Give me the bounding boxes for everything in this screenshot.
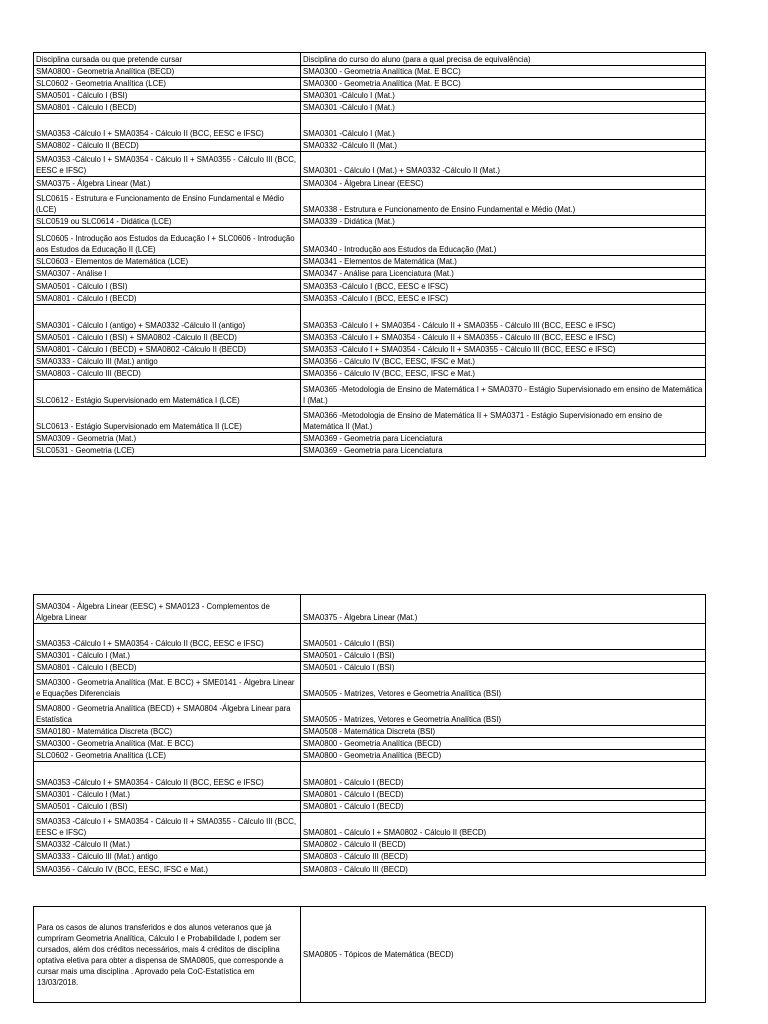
equivalence-table-2-body (34, 595, 706, 876)
taken-course-cell: SMA0801 - Cálculo I (BECD) + SMA0802 -Cálculo II (BECD) (34, 344, 301, 356)
transfer-note-table (33, 906, 706, 1003)
taken-course-cell: SLC0519 ou SLC0614 - Didática (LCE) (34, 216, 301, 228)
taken-course-cell: SMA0301 - Cálculo I (Mat.) (34, 789, 301, 801)
taken-course-cell: SLC0602 - Geometria Analítica (LCE) (34, 750, 301, 762)
table-row (34, 839, 706, 851)
equivalent-course-cell: SMA0353 -Cálculo I + SMA0354 - Cálculo II + SMA0355 - Cálculo III (BCC, EESC e IFSC) (301, 305, 706, 332)
equivalent-course-cell: SMA0341 - Elementos de Matemática (Mat.) (301, 256, 706, 268)
table-row (34, 700, 706, 726)
taken-course-cell: SMA0353 -Cálculo I + SMA0354 - Cálculo II (BCC, EESC e IFSC) (34, 762, 301, 789)
table-row (34, 595, 706, 624)
equivalent-course-cell: SMA0801 - Cálculo I (BECD) (301, 801, 706, 813)
taken-course-cell: SMA0309 - Geometria (Mat.) (34, 433, 301, 445)
table-row (34, 332, 706, 344)
equivalent-course-cell: SMA0301 -Cálculo I (Mat.) (301, 102, 706, 114)
equivalence-table-1 (33, 52, 706, 457)
taken-course-cell: SMA0353 -Cálculo I + SMA0354 - Cálculo II (BCC, EESC e IFSC) (34, 114, 301, 140)
taken-course-cell: SMA0300 - Geometria Analítica (Mat. E BCC) (34, 738, 301, 750)
equivalent-course-cell: SMA0505 - Matrizes, Vetores e Geometria Analítica (BSI) (301, 700, 706, 726)
equivalent-course-cell: SMA0801 - Cálculo I (BECD) (301, 789, 706, 801)
table-row (34, 789, 706, 801)
equivalent-course-cell: SMA0508 - Matemática Discreta (BSI) (301, 726, 706, 738)
table-row (34, 356, 706, 368)
equivalent-course-cell: SMA0356 - Cálculo IV (BCC, EESC, IFSC e Mat.) (301, 368, 706, 380)
equivalent-course-cell: SMA0800 - Geometria Analítica (BECD) (301, 750, 706, 762)
taken-course-cell: SMA0301 - Cálculo I (antigo) + SMA0332 -Cálculo II (antigo) (34, 305, 301, 332)
table-row (34, 305, 706, 332)
table-row (34, 140, 706, 152)
table-row (34, 738, 706, 750)
table-row (34, 66, 706, 78)
taken-course-cell: SMA0353 -Cálculo I + SMA0354 - Cálculo II + SMA0355 - Cálculo III (BCC, EESC e IFSC) (34, 152, 301, 177)
taken-course-cell: SMA0353 -Cálculo I + SMA0354 - Cálculo II (BCC, EESC e IFSC) (34, 624, 301, 650)
taken-course-cell: SMA0304 - Álgebra Linear (EESC) + SMA0123 - Complementos de Álgebra Linear (34, 595, 301, 624)
table-row (34, 90, 706, 102)
transfer-note-text: Para os casos de alunos transferidos e dos alunos veteranos que já cumpriram Geometria Analítica, Cálculo I e Probabilidade I, podem ser cursados, além dos créditos necessários, mais 4 créditos de disciplina optativa eletiva para obter a dispensa de SMA0805, que corresponde a cursar mais uma disciplina . Aprovado pela CoC-Estatística em 13/03/2018. (34, 907, 301, 1003)
table-row (34, 813, 706, 839)
table-row (34, 851, 706, 863)
equivalent-course-cell: SMA0800 - Geometria Analítica (BECD) (301, 738, 706, 750)
equivalent-course-cell: SMA0353 -Cálculo I (BCC, EESC e IFSC) (301, 280, 706, 293)
taken-course-cell: SMA0375 - Álgebra Linear (Mat.) (34, 177, 301, 190)
taken-course-cell: SMA0801 - Cálculo I (BECD) (34, 293, 301, 305)
equivalent-course-cell: SMA0332 -Cálculo II (Mat.) (301, 140, 706, 152)
taken-course-cell: SMA0501 - Cálculo I (BSI) (34, 90, 301, 102)
equivalent-course-cell: SMA0353 -Cálculo I (BCC, EESC e IFSC) (301, 293, 706, 305)
table-row (34, 750, 706, 762)
taken-course-cell: SMA0300 - Geometria Analítica (Mat. E BCC) + SME0141 - Álgebra Linear e Equações Diferenciais (34, 674, 301, 700)
equivalent-course-cell: SMA0339 - Didática (Mat.) (301, 216, 706, 228)
equivalent-course-cell: SMA0301 - Cálculo I (Mat.) + SMA0332 -Cálculo II (Mat.) (301, 152, 706, 177)
equivalent-course-cell: SMA0304 - Álgebra Linear (EESC) (301, 177, 706, 190)
table-row (34, 152, 706, 177)
equivalent-course-cell: SMA0301 -Cálculo I (Mat.) (301, 90, 706, 102)
taken-course-cell: SMA0801 - Cálculo I (BECD) (34, 662, 301, 674)
equivalent-course-cell: SMA0366 -Metodologia de Ensino de Matemática II + SMA0371 - Estágio Supervisionado em ensino de Matemática II (Mat.) (301, 407, 706, 433)
equivalent-course-cell: SMA0505 - Matrizes, Vetores e Geometria Analítica (BSI) (301, 674, 706, 700)
taken-course-cell: SMA0802 - Cálculo II (BECD) (34, 140, 301, 152)
table-row (34, 280, 706, 293)
equivalent-course-cell: SMA0801 - Cálculo I + SMA0802 - Cálculo II (BECD) (301, 813, 706, 839)
table-row (34, 344, 706, 356)
table-row (34, 650, 706, 662)
taken-course-cell: SMA0501 - Cálculo I (BSI) + SMA0802 -Cálculo II (BECD) (34, 332, 301, 344)
taken-course-cell: SMA0501 - Cálculo I (BSI) (34, 801, 301, 813)
taken-course-cell: SLC0612 - Estágio Supervisionado em Matemática I (LCE) (34, 380, 301, 407)
taken-course-cell: SMA0800 - Geometria Analítica (BECD) (34, 66, 301, 78)
table-row (34, 216, 706, 228)
taken-course-cell: SLC0605 - Introdução aos Estudos da Educação I + SLC0606 - Introdução aos Estudos da Educação II (LCE) (34, 228, 301, 256)
table-row (34, 268, 706, 280)
equivalent-course-cell: SMA0300 - Geometria Analítica (Mat. E BCC) (301, 78, 706, 90)
taken-course-cell: SMA0356 - Cálculo IV (BCC, EESC, IFSC e Mat.) (34, 863, 301, 876)
taken-course-cell: SMA0333 - Cálculo III (Mat.) antigo (34, 356, 301, 368)
table-row (34, 293, 706, 305)
table-row (34, 53, 706, 66)
equivalent-course-cell: SMA0369 - Geometria para Licenciatura (301, 433, 706, 445)
taken-course-cell: SMA0307 - Análise I (34, 268, 301, 280)
taken-course-cell: SMA0501 - Cálculo I (BSI) (34, 280, 301, 293)
equivalent-course-cell: SMA0501 - Cálculo I (BSI) (301, 650, 706, 662)
table-row (34, 863, 706, 876)
table-row (34, 380, 706, 407)
equivalent-course-cell: SMA0803 - Cálculo III (BECD) (301, 851, 706, 863)
equivalence-table-2 (33, 594, 706, 876)
taken-course-cell: SMA0180 - Matemática Discreta (BCC) (34, 726, 301, 738)
equivalent-course-cell: SMA0347 - Análise para Licenciatura (Mat.) (301, 268, 706, 280)
table-row (34, 256, 706, 268)
taken-course-cell: SMA0801 - Cálculo I (BECD) (34, 102, 301, 114)
equivalent-course-cell: SMA0369 - Geometria para Licenciatura (301, 445, 706, 457)
equivalent-course-cell: Disciplina do curso do aluno (para a qual precisa de equivalência) (301, 53, 706, 66)
table-row (34, 102, 706, 114)
equivalent-course-cell: SMA0501 - Cálculo I (BSI) (301, 662, 706, 674)
taken-course-cell: SLC0531 - Geometria (LCE) (34, 445, 301, 457)
taken-course-cell: SLC0615 - Estrutura e Funcionamento de Ensino Fundamental e Médio (LCE) (34, 190, 301, 216)
table-row (34, 662, 706, 674)
table-row (34, 228, 706, 256)
equivalence-table-1-body (34, 53, 706, 457)
table-row (34, 907, 706, 1003)
equivalent-course-cell: SMA0353 -Cálculo I + SMA0354 - Cálculo II + SMA0355 - Cálculo III (BCC, EESC e IFSC) (301, 344, 706, 356)
taken-course-cell: SMA0333 - Cálculo III (Mat.) antigo (34, 851, 301, 863)
table-row (34, 190, 706, 216)
equivalent-course-cell: SMA0501 - Cálculo I (BSI) (301, 624, 706, 650)
taken-course-cell: SMA0353 -Cálculo I + SMA0354 - Cálculo II + SMA0355 - Cálculo III (BCC, EESC e IFSC) (34, 813, 301, 839)
table-row (34, 433, 706, 445)
table-row (34, 114, 706, 140)
equivalent-course-cell: SMA0801 - Cálculo I (BECD) (301, 762, 706, 789)
equivalent-course-cell: SMA0356 - Cálculo IV (BCC, EESC, IFSC e Mat.) (301, 356, 706, 368)
taken-course-cell: SLC0602 - Geometria Analítica (LCE) (34, 78, 301, 90)
table-row (34, 762, 706, 789)
table-row (34, 445, 706, 457)
taken-course-cell: SMA0332 -Cálculo II (Mat.) (34, 839, 301, 851)
equivalent-course-cell: SMA0338 - Estrutura e Funcionamento de Ensino Fundamental e Médio (Mat.) (301, 190, 706, 216)
table-row (34, 801, 706, 813)
table-row (34, 407, 706, 433)
taken-course-cell: SLC0613 - Estágio Supervisionado em Matemática II (LCE) (34, 407, 301, 433)
taken-course-cell: Disciplina cursada ou que pretende cursar (34, 53, 301, 66)
table-row (34, 78, 706, 90)
taken-course-cell: SMA0803 - Cálculo III (BECD) (34, 368, 301, 380)
table-row (34, 674, 706, 700)
equivalent-course-cell: SMA0340 - Introdução aos Estudos da Educação (Mat.) (301, 228, 706, 256)
equivalent-course-cell: SMA0802 - Cálculo II (BECD) (301, 839, 706, 851)
table-row (34, 177, 706, 190)
equivalent-course-cell: SMA0353 -Cálculo I + SMA0354 - Cálculo II + SMA0355 - Cálculo III (BCC, EESC e IFSC) (301, 332, 706, 344)
taken-course-cell: SMA0800 - Geometria Analítica (BECD) + SMA0804 -Álgebra Linear para Estatística (34, 700, 301, 726)
equivalent-course-cell: SMA0803 - Cálculo III (BECD) (301, 863, 706, 876)
table-row (34, 368, 706, 380)
equivalent-course-cell: SMA0301 -Cálculo I (Mat.) (301, 114, 706, 140)
taken-course-cell: SLC0603 - Elementos de Matemática (LCE) (34, 256, 301, 268)
equivalent-course-cell: SMA0300 - Geometria Analítica (Mat. E BCC) (301, 66, 706, 78)
table-row (34, 624, 706, 650)
equivalent-course-cell: SMA0375 - Álgebra Linear (Mat.) (301, 595, 706, 624)
transfer-note-target-course: SMA0805 - Tópicos de Matemática (BECD) (301, 907, 706, 1003)
table-row (34, 726, 706, 738)
taken-course-cell: SMA0301 - Cálculo I (Mat.) (34, 650, 301, 662)
equivalent-course-cell: SMA0365 -Metodologia de Ensino de Matemática I + SMA0370 - Estágio Supervisionado em ensino de Matemática I (Mat.) (301, 380, 706, 407)
